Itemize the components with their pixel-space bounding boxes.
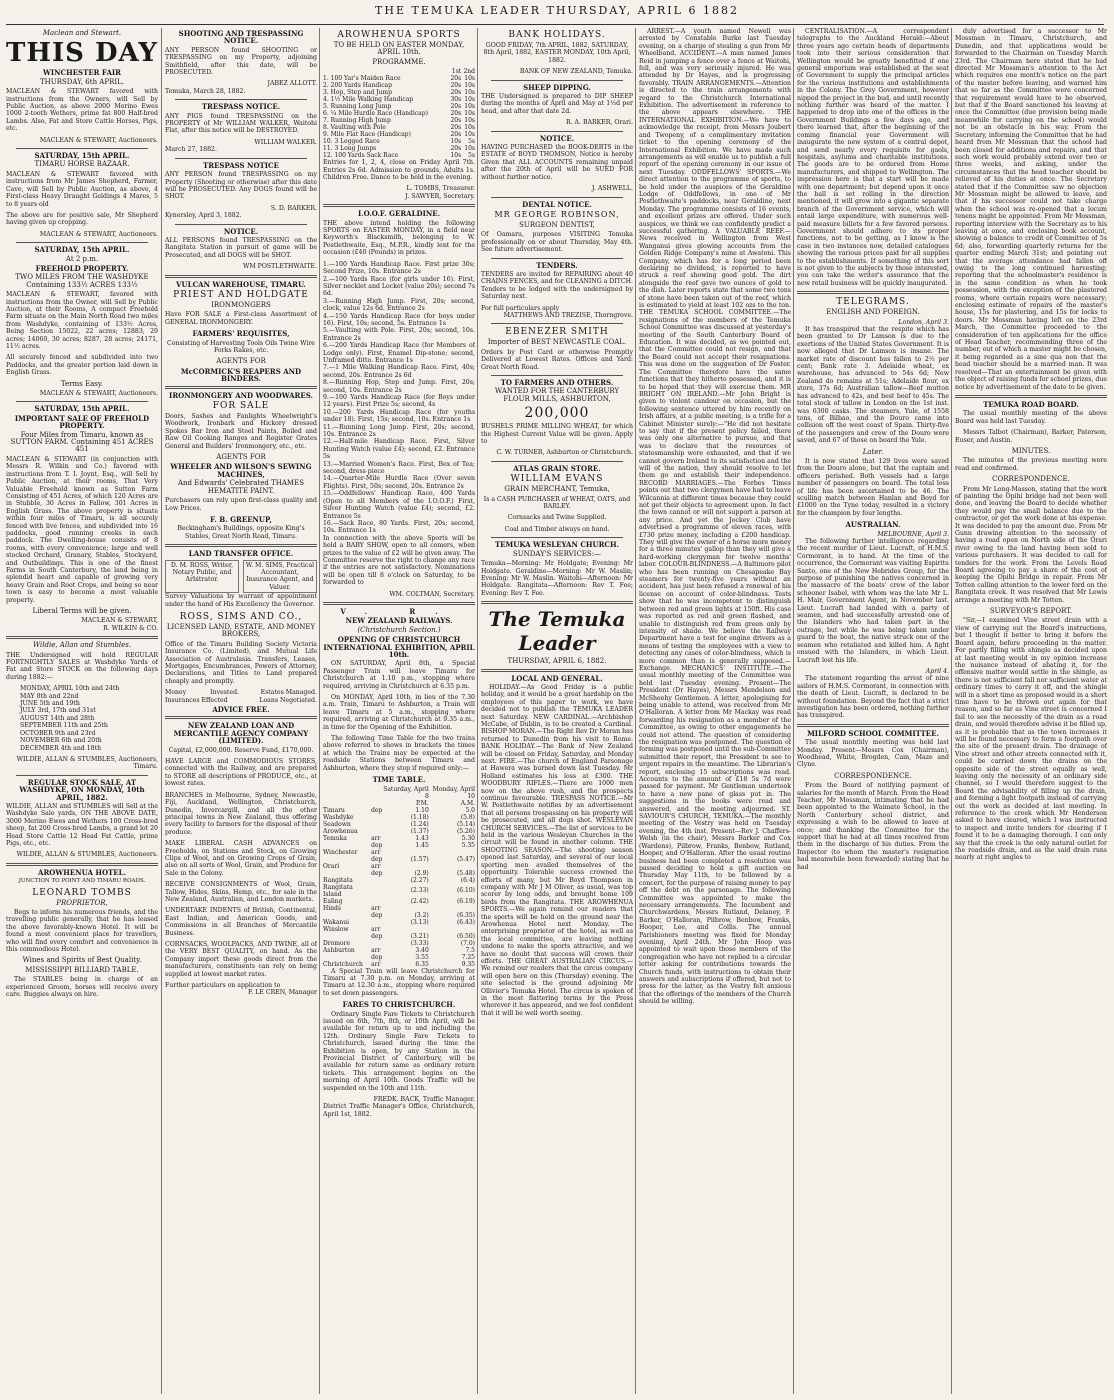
capital-line: Capital, £2,000,000. Reserve Fund, £170,000. <box>168 746 314 754</box>
signature: S. D. BARKER. <box>270 204 317 212</box>
list-item: DECEMBER 4th and 18th <box>20 744 102 752</box>
section-heading: MILFORD SCHOOL COMMITTEE. <box>807 728 939 738</box>
business-body: Purchasers can rely upon first-class quality and Low Prices. <box>165 497 317 512</box>
wanted-heading: WANTED FOR THE CANTERBURY FLOUR MILLS, ASHBURTON, <box>494 387 620 403</box>
list-item: 4.—150 Yards Handicap Race (for boys under 16). First, 10s; second, 5s. Entrance 1s <box>323 312 475 327</box>
sale-date: THURSDAY, 6th APRIL. <box>40 77 124 86</box>
property-heading: IMPORTANT SALE OF FREEHOLD PROPERTY. <box>14 413 150 431</box>
hotel-location: JUNCTION TO POINT AND TIMARU ROADS. <box>18 878 146 885</box>
article-body: It has transpired that the respite which has been granted to Dr Lamson is due to the exertions of the United States Government. It is now alleged that Dr Lamson is insane. The market rate of discount has fallen to 2½ per cent; Bank rate 3. Adelaide wheat, ex warehouse, has advanced to 54s 6d; New Zealand do remains at 51s; Adelaide flour, ex store, 37s 6d; Australian tallow—Beef mutton has advanced to 42s, and best beef to 45s. The total stock of tallow in London on the 1st inst. was 6300 casks. The steamers, Yule, of 1558 tons, of Bilbao, and the Douro came into collision off the west coast of Spain. Thirty-five of the passengers and crew of the Douro were saved, and 67 of those on board the Yule. <box>797 326 949 445</box>
list-item: NOVEMBER 6th and 20th <box>20 737 102 745</box>
section-subheading: SURVEYOR'S REPORT. <box>989 607 1073 616</box>
table-row: Temuka arr 1.43 5.30 <box>323 834 475 842</box>
signature: J. SAWYER, Secretary. <box>405 192 475 200</box>
business-heading: NEW ZEALAND LOAN AND MERCANTILE AGENCY COMPANY (LIMITED). <box>173 721 309 746</box>
timetable-heading: TIME TABLE. <box>372 775 426 785</box>
partner-card: D. M. ROSS, Writer, Notary Public, and Arbitrator. <box>165 560 239 594</box>
section-subheading: MINUTES. <box>1011 446 1051 455</box>
attendance: Messrs Talbot (Chairman), Barker, Paterson, Euser, and Austin. <box>955 429 1107 444</box>
list-item: OCTOBER 9th and 23rd <box>20 729 96 737</box>
notice-heading: NOTICE. <box>223 226 259 236</box>
list-item: 5.—Vaulting with Pole. First, 20s; second, 10s. Entrance 2s <box>323 327 475 342</box>
notice-heading: SHEEP DIPPING. <box>523 82 591 92</box>
column-4 <box>481 28 633 1394</box>
agency-name: WHEELER AND WILSON'S SEWING MACHINES, <box>170 462 312 479</box>
table-row: dep (1.57) (5.47) <box>371 855 475 863</box>
list-item: 9.—100 Yards Handicap Race (for Boys under 12 years). First Prize 5s; second, 4s <box>323 394 475 409</box>
partner-row <box>165 560 317 594</box>
notice-body: THE Undersigned is prepared to DIP SHEEP during the months of April and May at 1½d per head, and after that date 2d. <box>481 93 633 115</box>
terms: Liberal Terms will be given. <box>32 607 132 615</box>
section-heading: TEMUKA ROAD BOARD. <box>983 399 1079 409</box>
hotel-feature: Wines and Spirits of Best Quality. <box>22 956 142 965</box>
table-row: dep 3.55 7.25 <box>371 953 475 961</box>
signature: WILDIE, ALLAN & STUMBLES, Auctioneers, Timaru. <box>16 755 158 771</box>
business-body: Office of the Timaru Building Society Victoria Insurance Co. (Limited), and Mutual Life Association of Australasia. Transfers, Leases, Mortgages, Encumbrances, Powers of Attorney, Declarations, and Titles to Land prepared cheaply and promptly. <box>165 640 317 685</box>
advertiser-credit: Maclean and Stewart. <box>42 29 122 37</box>
table-row: Wakanui (3.13) (6.43) <box>323 918 475 926</box>
dentist-name: MR GEORGE ROBINSON, <box>494 209 620 219</box>
advertiser-credit: Wildie, Allan and Stumbles. <box>32 641 132 650</box>
sports-heading: I.O.O.F. GERALDINE. <box>357 209 441 219</box>
business-body: Cornsacks and Twine Supplied. <box>507 514 607 522</box>
table-row: Ealing (2.42) (6.19) <box>323 897 475 905</box>
business-trade: Importer of BEST NEWCASTLE COAL. <box>487 338 627 347</box>
table-row: Christchurch arr 6.35 9.35 <box>323 960 475 968</box>
business-sub: FARMERS' REQUISITES, <box>192 329 290 339</box>
business-body: UNDERTAKE INDENTS of British, Continental, East Indian, and American Goods, and Commissions in all Branches of Mercantile Business. <box>165 907 317 937</box>
business-body: Further particulars on application to <box>165 982 281 990</box>
table-row: 5. Running Long Jump 20s 10s <box>323 103 475 111</box>
for-sale-heading: FOR SALE <box>212 401 270 412</box>
column-divider <box>793 28 794 1394</box>
sale-heading: REGULAR STOCK SALE, AT WASHDYKE, ON MONDAY, 10th APRIL, 1882. <box>19 777 145 802</box>
article-body: From Mr Long-Masson, stating that the work of painting the Opihi bridge had not been well done, and leaving the Board to decide whether they would pay the small balance due to the contractor, or get the work done at his expense. It was decided to pay the amount due. From Mr Gunn drawing attention to the necessity of having a road open on North side of the Orari river owing to the land having been sold to various purchasers. It was decided to call for tenders for the work. From the Levels Road Board agreeing to pay a share of the cost of keeping the Opihi Bridge in repair. From Mr Totten calling attention to the lower ford on the Rangitata creek. It was resolved that Mr Lewis arrange a meeting with Mr Totten. <box>955 485 1107 604</box>
signature: R. WILKIN & CO. <box>103 624 158 632</box>
section-heading: LOCAL AND GENERAL. <box>511 673 603 683</box>
column-divider <box>319 28 320 1394</box>
hotel-heading: AROWHENUA HOTEL. <box>38 867 126 877</box>
article-body: CENTRALISATION.—A correspondent telegraphs to the Auckland Herald:—About three years ago certain heads of departments took into their serious consideration that Wellington would be greatly benefitted if one general emporium was established at the seat of Government to supply the principal articles for the various institutions and establishments in the Colony. The Grey Government, however nipped the project in the bud, and until recently nothing further was heard of the matter. I happened to drop into one of the offices in the Government Buildings a few days ago, and there learned that, after the beginning of the coming financial year Government will inaugurate the new system of a central depot, and send nearly every requisite for gaols, hospitals, asylums and charitable institutions. The goods are to be ordered from Home manufacturers, and shipped to Wellington. The impression here is that a start will be made with one department; but depend upon it once the ball is set rolling in the direction mentioned, it will grow into a gigantic separate branch of the Government service, which will entail large expenditure, with numerous well-paid measure billets for a few favored persons. Government should adhere to its proper functions, not to be getting, as I know is the case in two instances now, detailed catalogues showing the various prices paid for all supplies to the establishments. If something of this sort is not given to the subjects by those interested, you can take the writer's assurance that the new retail business will be quickly inaugurated. <box>797 28 949 287</box>
headline-this-day: THIS DAY <box>6 38 158 69</box>
notice-heading: TRESPASS NOTICE. <box>201 102 281 112</box>
column-7 <box>955 28 1107 1394</box>
notice-date: District Traffic Manager's Office, Christchurch, April 1st, 1882. <box>323 1103 475 1118</box>
dentist-title: SURGEON DENTIST, <box>519 220 595 229</box>
church-subheading: SUNDAY'S SERVICES:— <box>512 549 602 558</box>
railways-body: The following Time Table for the two trains above referred to shows in brackets the times at which the Trains may be expected at the roadside Stations between Timaru and Ashburton, where they stop if required only:— <box>323 735 475 772</box>
notice-date: March 27, 1882. <box>165 146 217 154</box>
advice-label: ADVICE FREE. <box>212 705 270 715</box>
section-heading: TELEGRAMS. <box>836 297 910 308</box>
agency-name: And Edwards' Celebrated THAMES HEMATITE PAINT. <box>177 479 305 495</box>
table-row: 7. Running High Jump 20s 10s <box>323 117 475 125</box>
table-row: 10. 3 Legged Race 10s 5s <box>323 138 475 146</box>
property-heading: FREEHOLD PROPERTY. <box>35 263 129 273</box>
hotel-body: Begs to inform his numerous friends, and the travelling public generally, that he has leased the above favorably-known Hotel. It will be found a most convenient place for travellers, who will find every comfort and convenience in this commodious Hotel. <box>6 909 158 954</box>
business-trade: GRAIN MERCHANT, Temuka, <box>504 485 610 494</box>
sale-notice: MACLEAN & STEWART favored with instructions from Mr James Shepherd, Farmer, Cave, will Sell by Public Auction, as above, 4 First-class Heavy Draught Geldings 4 Mares, 5 to 8 years old <box>6 170 158 208</box>
table-row: 12. 100 Yards Sack Race 10s 5s <box>323 152 475 160</box>
sale-dates-list <box>6 685 158 752</box>
dateline: London, April 3. <box>898 318 949 326</box>
business-body: Is a CASH PURCHASER of WHEAT, OATS, and BARLEY. <box>483 495 631 511</box>
article-body: The minutes of the previous meeting were read and confirmed. <box>955 457 1107 472</box>
list-item: JULY 3rd, 17th and 31st <box>20 707 96 715</box>
signature: MACLEAN & STEWART, Auctioneers. <box>39 230 158 238</box>
signature: BANK OF NEW ZEALAND, Temuka. <box>519 68 633 76</box>
table-row: dep (3.2) (6.35) <box>371 911 475 919</box>
signature: R. A. BARKER, Orari. <box>565 119 633 127</box>
signature: F. LE CREN, Manager <box>248 989 317 997</box>
article-body: It is now stated that 129 lives were saved from the Douro alone, but that the captain and officers perished. Both vessels had a large number of passengers on board. The total loss of life has been ascertained to be 46. The sculling match between Hanlan and Boyd for £1000 on the Tyne today, resulted in a victory for the champion by four lengths. <box>797 457 949 517</box>
business-body: RECEIVE CONSIGNMENTS of Wool, Grain, Tallow, Hides, Skins, Hemp, etc., for sale in the New Zealand, Australian, and London markets. <box>165 881 317 903</box>
royal-mark: V. R. <box>340 606 458 616</box>
business-heading: ATLAS GRAIN STORE. <box>513 463 601 473</box>
signature: WILLIAM WALKER. <box>254 138 317 146</box>
notice-heading: NOTICE. <box>539 133 575 143</box>
proprietor-title: PROPRIETOR, <box>56 898 108 907</box>
article-body: duly advertised for a successor to Mr Mossman in Timaru, Christchurch, and Dunedin, and that applications would be forwarded to the Chairman on Tuesday March 23rd. The Chairman here stated that he had directed Mr Mossman's attention to the Act which requires one month's notice on the part of the master before leaving, and warned him that so far as the Committee were concerned that requirement would have to be observed, but that if the Board sanctioned his leaving at once the Committee (due provision being made meanwhile for carrying on the school) would not be an obstacle in his way. From the Secretary, informing the Committee that he had heard from Mr Mossman that the school had been closed for additions and repairs, and that such work would probably extend over two or three weeks, and asking, under the circumstances that the head teacher should be relieved of his duties at once. The Secretary stated that if the Committee saw no objection Mr Mossman might be allowed to leave, and that if his successor could not take charge when the school was re-opened that a locum tenens might be appointed. From Mr Mossman, reporting interview with the Secretary as to his leaving at once, and enclosing book account, showing a balance to credit of Committee of 5s 6d; also, forwarding quarterly returns for the quarter ending March 31st; and pointing out that the average attendance had fallen off owing to the long continued harvesting; reporting that the schoolmaster's residence is in the same condition as when he took possession, with the exception of the plastered rooms, where certain repairs were necessary; enclosing estimate of repairs of the master's house, 15s for plastering, and 15s for locks to doors. Mr Mossman having left on the 23rd March, the Committee proceeded to the consideration of ten applications for the office of Head Teacher, recommending three of the number, out of which a master might be chosen, it being regarded as a sine qua non that the head teacher should be a married man. It was resolved—That an entertainment be given with the object of raising funds for school prizes, due notice by advertisement of the date to be given. <box>955 28 1107 391</box>
notice-body: ANY PIGS found TRESPASSING on the PROPERTY of Mr WILLIAM WALKER, Waitohi Flat, after this notice will be DESTROYED. <box>165 112 317 135</box>
property-location: Four Miles from Timaru, known as SUTTON FARM. Containing 451 ACRES 451 <box>10 430 154 454</box>
sports-heading: AROWHENUA SPORTS <box>337 30 461 40</box>
list-item: 12.—Half-mile Handicap Race. First, Silver Hunting Watch (value £4); second, £2. Entrance 5s <box>323 438 475 461</box>
list-item: JUNE 5th and 19th <box>20 700 80 708</box>
notice-body: For full particulars apply <box>481 304 560 312</box>
business-body: Survey Valuations by warrant of appointment under the hand of His Excellency the Governor. <box>165 593 317 608</box>
article-body: HOLIDAY.—As Good Friday is a public holiday, and it would be a great hardship on the employees of this paper to work, we have decided not to publish the TEMUKA LEADER next Saturday. NEW CARDINAL.—Archbishop McCabe, of Dublin, is to be created a Cardinal. BISHOP MORAN.—The Right Rev Dr Moran has returned to Dunedin from his visit to Rome. BANK HOLIDAY.—The Bank of New Zealand will be closed on Friday, Saturday, and Monday next. FIRE.—The church of England Parsonage at Hawera was burned down last Tuesday. Mr Holland estimates his loss at £300. THE WOODBURY RIFLES.—There are 1000 men now on the above rush, and the prospects continue favourable. TRESPASS NOTICE.—Mr W. Postlethwaite notifies by an advertisement that all persons trespassing on his property will be prosecuted, and all dogs shot. WESLEYAN CHURCH SERVICES.—The list of services to be held in the various Wesleyan Churches in the circuit will be found in another column. THE SHOOTING SEASON.—The shooting season opened last Saturday, and several of our local sporting men availed themselves of the opportunity. Tolerable success crowned the efforts of many, but Mr Boyd Thompson in company with Mr J M Oliver, as usual, was top scorer by long odds, and brought home 109 birds from the Rangitata. THE AROWHENUA SPORTS.—We again remind our readers that the sports will be held on the ground near the Arowhenua Hotel next Monday. The enterprising proprietor of the hotel, as well as the local committee, are leaving nothing undone to make the sports attractive, and we have no doubt that success will crown their efforts. THE GREAT AUSTRALIAN CIRCUS.—We remind our readers that the circus company will open here on this (Thursday) evening. The site selected is the ground adjoining Mr Ollivier's Temuka Hotel. The circus is spoken of in the most flattering terms by the Press wherever it has appeared, and we feel confident that it will be well worth seeing. <box>481 683 633 1017</box>
masthead: THE TEMUKA LEADER THURSDAY, APRIL 6 1882 <box>375 4 739 17</box>
notice-body: HAVING PURCHASED the BOOK-DEBTS in the ESTATE of BOYD THOMSON, Notice is hereby Given that ALL ACCOUNTS remaining unpaid after the 20th of April will be SUED FOR without further notice. <box>481 144 633 181</box>
table-header-row <box>323 800 475 807</box>
table-row: 3. Hop, Step and Jump 20s 10s <box>323 89 475 97</box>
column-divider <box>477 28 478 1394</box>
list-item: AUGUST 14th and 28th <box>20 714 95 722</box>
notice-body: BUSHELS PRIME MILLING WHEAT, for which the Highest Current Value will be given. Apply to <box>481 423 633 446</box>
list-item: 2.—100 Yards Race (for girls under 16). First, Silver necklet and Locket (value 20s); second 7s 6d. <box>323 275 475 298</box>
newspaper-title: The Temuka Leader <box>488 607 626 656</box>
column-3 <box>323 28 475 1394</box>
list-item: 8.—Running Hop, Step and Jump. First, 20s; second, 10s. Entrance 2s <box>323 379 475 394</box>
article-body: ARREST.—A youth named Newell was arrested by Constable Burke last Tuesday evening, on a charge of stealing a gun from Mr Wheelband. ACCIDENT.—A man named James Reid in jumping a fence over a fence at Waitohi, fell, and was very seriously injured. He was attended by Dr Hayes, and is progressing favorably. TRAIN ARRANGEMENTS.—Attention is directed to the train arrangements with regard to the Christchurch International Exhibition. The advertisement in reference to the above appears elsewhere. THE INTERNATIONAL EXHIBITION.—We have to acknowledge the receipt, from Messrs Joubert and Twopeny, of a complimentary invitation ticket to the opening ceremony of the International Exhibition. We have made such arrangements as will enable us to publish a full report of the opening ceremony in our issue of next Tuesday. ODDFELLOWS' SPORTS.—We direct attention to the programme of sports, to be held under the auspices of the Geraldine Lodge of Oddfellows, in one of Mr Postlethwaite's paddocks, near Geraldine, next Monday. The programme consists of 16 events, and excellent prizes are offered. Under such auspices, we think we can confidently predict a successful gathering. A VALUABLE REEF.—News received in Wellington from West Wanganui gives glowing accounts from the Golden Ridge Company's mine at Awatoni. This Company, which has for a long period been declaring no dividend, is reported to have struck a reef showing good gold. The dirt alongside the reef gave two ounces of gold to the dish. Later reports state that some two tons of stone have been taken out of the reef, which is estimated to yield at least 102 ozs to the ton. THE TEMUKA SCHOOL COMMITTEE.—The resignations of the members of the Temuka School Committee was discussed at yesterday's meeting of the South Canterbury Board of Education. It was decided, as we pointed out, that the Committee could not resign, and that the Board could not accept their resignations. This was done on the suggestion of Dr Foster. The Committee therefore have the same functions that they hitherto possessed, and it is to be hoped that they will exercise them. MR BRIGHT ON IRELAND.—Mr John Bright is given to violent candour on occasion, but the following sentence uttered by him recently on Irish affairs, at a public meeting, is a trifle for a Cabinet Minister surely:—"He did not hesitate to say that if the present policy failed, there was only one alternative to pursue, and that was to declare that the resources of statesmanship were exhausted, and that if we cannot govern Ireland to its satisfaction and the will of the nation, they should resolve to let them go and establish their independence. RECORD MARRIAGES.—The Forbes Times points out that two clergymen have had to leave Wilcannia at different times because they could not get their objects to agreement upon. In fact the town cannot or will not support a parson at any price. And yet the Jockey Club have advertised a programme of eleven races, with £730 prize money, including a £200 handicap. They will give the owner of a horse more money for a three minutes' gallop than they will give a hard-working clergyman for twelve months' labor. COLOUR-BLINDNESS.—A Baltimore pilot who has been running on Chesapeake Bay steamers for twenty-five years without an accident, has just been refused a renewal of his license on account of color-blindness. Tests show that he was incompetent to distinguish between red and green lights at 150ft. His case was reported as red and green flashed, and unable to distinguish red from green only by intensity of shade. We believe the Railway Department have a test for engine drivers as a means of testing the employees with a view to detecting any cases of color-blindness, which is more common than is generally supposed.—Exchange. MECHANICS' INSTITUTE.—The usual monthly meeting of the Committee was held last Tuesday evening. Present—The President (Dr Hayes), Messrs Mendelson and McSheehy Gentlemen. A letter, apologising for being unable to attend, was received from Mr O'Halloran. A letter from Mr Mackay was read forwarding his resignation as a member of the Committee, as owing to other engagements he could not attend. The question of considering the resignation was postponed. The question of forming was postponed until the sub-Committee submitted their report, the President to see to urgent repairs in the meantime. The Librarian's report, enclosing 15 subscriptions was read. Accounts to the amount of £18 5s 7d were passed for payment. Mr Gentleman undertook to have a new pane of glass put in. The suggestions in the books were read and answered, and the meeting adjourned. ST. SAVIOUR'S CHURCH, TEMUKA.—The monthly meeting of the Vestry was held on Tuesday evening, the 4th inst. Present—Rev J. Chaffers-Welsh (in the chair), Messrs Barker and Cox (Wardens), Pilbrow, Franks, Benbow, Rutland, Hooper, and O'Halloran. After the usual routine business had been completed a resolution was passed deciding to hold a gift auction on Thursday May 11th, to be followed by a concert, for the purpose of raising money to pay off the debt on the parsonage. The following Committee was appointed to make the necessary arrangements. The Incumbent and Churchwardens, Messrs Rutland, Delaney, F. Barker, O'Halloran, Pilbrow, Benbow, Franks, Hooper, Lee, and Collis. The annual Parishioners meeting was fixed for Monday evening, April 24th. Mr John Hoop was appointed to wait upon those members of the congregation who have not replied to a circular letter asking for contributions towards the Church funds, with instructions to obtain their answers and subscriptions if offered, but not to press for the latter, as the Vestry felt anxious that the offerings of the members of the Church should be willing. <box>639 28 791 1006</box>
table-row: 4. 1½ Mile Walking Handicap 30s 10s <box>323 96 475 104</box>
sale-date: SATURDAY, 15th APRIL. <box>34 151 130 161</box>
fair-heading: WINCHESTER FAIR <box>43 68 121 78</box>
column-divider <box>161 28 162 1394</box>
table-header: P.M. <box>415 799 429 807</box>
section-subheading: ENGLISH AND FOREIGN. <box>826 308 920 317</box>
signature: WM POSTLETHWAITE. <box>243 263 317 271</box>
list-item: 1.—100 Yards Handicap Race. First prize 30s; Second Prize, 10s. Entrance 2s <box>323 260 475 276</box>
table-row: 2. 200 Yards Handicap 20s 10s <box>323 82 475 90</box>
column-2 <box>165 28 317 1394</box>
sale-time: At 2 p.m. <box>65 254 99 263</box>
business-trade: IRONMONGERS <box>211 300 271 309</box>
signature: FREDK. BACK, Traffic Manager. <box>373 1096 475 1103</box>
notice-date: Kynersley, April 3, 1882. <box>165 212 242 220</box>
dateline: Later. <box>862 447 884 456</box>
signature: WM. COLTMAN, Secretary. <box>389 590 475 598</box>
table-header: 1st <box>451 68 462 76</box>
list-item: 3.—Running High Jump. First, 20s; second, clock, value 12s 6d. Entrance 2s <box>323 297 475 313</box>
signature: MACLEAN & STEWART, Auctioneers. <box>39 390 158 398</box>
list-item: 10.—200 Yards Handicap Race (for youths under 18). First, 15s; second, 10s. Entrance 1s <box>323 408 475 424</box>
railways-section: (Christchurch Section.) <box>357 625 441 634</box>
notice-heading: DENTAL NOTICE. <box>522 199 592 209</box>
business-name: EBENEZER SMITH <box>505 327 609 338</box>
sports-subheading: TO BE HELD ON EASTER MONDAY, APRIL 10th. <box>333 41 465 57</box>
table-row: 8. Vaulting with Pole 20s 10s <box>323 124 475 132</box>
table-row: Seadown (1.24) (5.14) <box>323 820 475 828</box>
railways-body: On MONDAY, April 10th, in lieu of the 7.30 a.m. Train, Timaru to Ashburton, a Train will leave Timaru at 5 a.m., stopping where required, arriving at Christchurch at 9.35 a.m., in time for the Opening of the Exhibition. <box>323 694 475 731</box>
list-item: 11.—Running Long Jump. First, 20s; second, 10s. Entrance 2s <box>323 423 475 439</box>
signature: MATTHEWS AND TREZISE, Thorngrove. <box>503 311 633 319</box>
section-subheading: CORRESPONDENCE. <box>992 475 1070 484</box>
table-row: 1. 100 Yar's Maiden Race 20s 10s <box>323 75 475 83</box>
sale-notice: MACLEAN & STEWART, favored with instructions from the Owner, will Sell by Public Auction, at their Rooms, A compact Freehold Farm situate on the Main North Road two miles from Washdyke, containing of 133½ Acres, Being Section 15022, 22 acres; 12883, 29 acres; 14060, 30 acres; 8287, 28 acres; 24171, 11½ acres. <box>6 291 158 350</box>
sports-intro: THE above intend holding the following SPORTS on EASTER MONDAY, in a field near Keyworth's Blacksmith, belonging to W. Postlethwaite, Esq., M.P.R., kindly lent for the occasion (£40 (Pounds) in prizes. <box>323 219 475 257</box>
column-6 <box>797 28 949 1394</box>
property-location: TWO MILES FROM THE WASHDYKE Containing 133½ ACRES 133½ <box>15 273 149 289</box>
church-services: Temuka—Morning: Mr Holdgate; Evening: Mr Holdgate. Geraldine—Morning: Mr W. Maslin; Evening: Mr W. Maslin. Waitohi—Afternoon: Mr Holdgate. Rangitata—Afternoon: Rev T. Fee; Evening: Rev T. Fee. <box>481 560 633 597</box>
table-row: 9. Mile Flat Race (Handicap) 20s 10s <box>323 131 475 139</box>
table-row: Rangitata Island (2.33) (6.10) <box>323 883 475 898</box>
signature: MACLEAN & STEWART, Auctioneers. <box>39 136 158 144</box>
agents-label: AGENTS FOR <box>216 357 266 366</box>
list-item: 13.—Married Women's Race. First, Box of Tea; second, dress piece <box>323 460 475 476</box>
notice-body: ALL PERSONS found TRESPASSING on the Rangitata Station in pursuit of game will be Prosecuted, and all DOGS will be SHOT. <box>165 236 317 259</box>
table-row: dep (2.9) (5.48) <box>371 869 475 877</box>
table-row: dep (3.21) (6.50) <box>371 932 475 940</box>
table-row: Washdyke (1.18) (5.8) <box>323 813 475 821</box>
business-body: MAKE LIBERAL CASH ADVANCES on Freeholds, on Stations and Stock, on Growing Clips of Wool, and on Growing Crops of Grain, also on all sorts of Wool, Grain, and Produce for Sale in the Colony. <box>165 840 317 877</box>
hotel-feature: MISSISSIPPI BILLIARD TABLE. <box>25 965 139 974</box>
table-row: Timaru dep 1.10 5.0 <box>323 806 475 814</box>
venue-heading: TIMARU HORSE BAZAAR. <box>34 160 130 169</box>
table-row: Ashburton arr 3.40 7.5 <box>323 946 475 954</box>
column-divider <box>635 28 636 1394</box>
sports-note: In connection with the above Sports will be held a BABY SHOW, open to all comers, when prizes to the value of £2 will be given away. The Committee reserve the right to change any race if the entries are not satisfactory. Nominations will be open till 8 o'clock on Saturday, to be forwarded to <box>323 534 475 587</box>
sports-entries: Entries for 1, 2, 4, close on Friday April 7th. Entries 2s 6d. Admission to grounds, Adults 1s. Children Free. Dance to be held in the evening. <box>323 159 475 182</box>
table-row: 11. 3 Long Jumps 20s 10s <box>323 145 475 153</box>
business-heading: LAND TRANSFER OFFICE. <box>188 549 294 559</box>
services-right: Estates Managed. Loans Negotiated. <box>259 689 317 704</box>
proprietor-name: LEONARD TOMBS <box>32 887 132 898</box>
notice-heading: TO FARMERS AND OTHERS. <box>500 378 614 387</box>
business-name: PRIEST AND HOLDGATE <box>173 289 309 300</box>
table-header-row <box>323 786 475 800</box>
table-header: Monday, April 10 <box>432 785 475 800</box>
wanted-quantity: 200,000 <box>524 405 590 422</box>
business-address: Beckingham's Buildings, opposite King's Stables, Great North Road, Timaru. <box>177 525 305 540</box>
article-body: From the Board of notifying payment of salaries for the month of March. From the Head Teacher, Mr Mossman, intimating that he had been appointed to the Waimate School, in the North Canterbury school district, and expressing a wish to be allowed to leave at once; and thanking the Committee for the support that he had at all times received from them in the discharge of his duties. From the Inspector (to whom the master's resignation had meanwhile been forwarded) stating that he had <box>797 782 949 871</box>
list-item: SEPTEMBER 11th and 25th <box>20 722 108 730</box>
table-row: Arowhenua (1.37) (5.26) <box>323 827 475 835</box>
article-body: The usual monthly meeting was held last Monday. Present—Messrs Cox (Chairman), Woodhead, White, Brogden, Cain, Maze and Clyne. <box>797 739 949 769</box>
business-body: Coal and Timber always on hand. <box>504 525 610 533</box>
prize-table <box>323 68 475 159</box>
list-item: MONDAY, APRIL 10th and 24th <box>20 685 120 693</box>
list-item: 16.—Sack Race, 80 Yards. First, 20s; second, 10s. Entrance 1s <box>323 519 475 535</box>
column-5 <box>639 28 791 1394</box>
programme-label: PROGRAMME. <box>372 57 426 66</box>
business-heading: VULCAN WAREHOUSE, TIMARU. <box>176 279 306 289</box>
article-body: "Sir,—I examined Vine street drain with a view of carrying out the Board's instructions, but I thought it better to bring it before the Board again, before proceeding in the matter. For partly filling with shingle as decided upon at last meeting would in my opinion increase the nuisance instead of abating it, for the offensive matter would settle in the shingle, as there is not sufficient fall nor sufficient water at ordinary times to carry it off, and the shingle will in a short time as proposed would in a short time have to be thrown out again for that reason, and so far as Vine street is concerned I fail to see the necessity of the drain as a road drain, and would therefore advise it be filled up, as it is probable that as the town increases it will be found necessary to form a footpath over the site of the present drain. The drainage of Vine street and other streets connected with it, could be carried down the drains on the opposite side of the street equally as well, leaving only the necessity of an ordinary side channel, so I would therefore suggest to the Board the advisability of filling up the drain, and forming a light footpath instead of carrying out the work as decided at last meeting. In reference to the creek which Mr Henderson asked to have cleared, which I was instructed to inspect and invite tenders for clearing if I found it to be a damaging thorough. I can only say that the creek is the only natural outlet for the roadside drain, and as the said drain runs nearly at right angles to <box>955 617 1107 862</box>
section-subheading: CORRESPONDENCE. <box>834 771 912 780</box>
railways-body: ON SATURDAY, April 8th, a Special Passenger Train will leave Timaru for Christchurch at 1.10 p.m., stopping where required, arriving in Christchurch at 6.35 p.m. <box>323 660 475 690</box>
business-name: WILLIAM EVANS <box>510 474 604 485</box>
list-item: 14.—Quarter-Mile Hurdle Race (Over seven Flights). First, 50s; second, 20s. Entrance 2s <box>323 475 475 490</box>
article-body: The following further intelligence regarding the recent murder of Lieut. Lucraft, of H.M.S. Cormorant, is to hand. At the time of the occurrence, the Cormorant was visiting Espiritu Santo, one of the New Hebrides Group, for the purpose of punishing the natives concerned in the massacre of the boats' crew of the labor schooner Isabel, with whom was the late Mr L. H. Mair, Government Agent, in November last. Lieut. Lucraft had landed with a party of seamen, and had successfully arrested one of the Islanders who had taken part in the outrage, but while he was being taken under guard to the boat, the native struck one of the seamen who retaliated and killed him. A fight ensued with the Islanders, in which Lieut. Lucraft lost his life. <box>797 538 949 664</box>
list-item: 7.—1 Mile Walking Handicap Race. First, 40s; second, 20s. Entrance 2s 6d <box>323 364 475 379</box>
column-divider <box>951 28 952 1394</box>
business-body: Have FOR SALE a First-class Assortment of GENERAL IRONMONGERY. <box>165 311 317 326</box>
business-body: CORNSACKS, WOOLPACKS, AND TWINE, all of the VERY BEST QUALITY, on hand. As the Company import these goods direct from the manufacturers, constituents can rely on being supplied at lowest market rates. <box>165 941 317 978</box>
church-heading: TEMUKA WESLEYAN CHURCH. <box>494 540 620 550</box>
partner-card: W. M. SIMS, Practical Accountant, Insurance Agent, and Valuer. <box>243 560 317 594</box>
agents-label: AGENTS FOR <box>216 453 266 462</box>
business-name: F. B. GREENUP, <box>210 514 272 524</box>
services-row <box>165 689 317 704</box>
services-left: Money Invested. Insurances Effected <box>165 689 239 704</box>
column-1 <box>6 28 158 1394</box>
table-row: Dromore (3.33) (7.0) <box>323 939 475 947</box>
bank-dates: GOOD FRIDAY, 7th APRIL, 1882, SATURDAY, 8th April, 1882, EASTER MONDAY, 10th April, 1882. <box>483 42 631 64</box>
notice-heading: TENDERS. <box>536 260 578 270</box>
fares-body: Ordinary Single Fare Tickets to Christchurch issued on 6th, 7th, 8th, or 10th April, will be available for return up to and including the 12th. Ordinary Single Fare Tickets to Christchurch, issued during the time the Exhibition is open, by any Station in the Provincial District of Canterbury, will be available for return same as ordinary return tickets. This arrangement begins on the morning of April 10th. Goods Traffic will be suspended on the 10th and 11th. <box>323 1010 475 1092</box>
table-row: dep 1.45 5.35 <box>371 841 475 849</box>
exhibition-heading: OPENING OF CHRISTCHURCH INTERNATIONAL EXHIBITION, APRIL 10th. <box>323 635 475 659</box>
notice-body: TENDERS are invited for REPAIRING about 40 CHAINS FENCES, and for CLEANING a DITCH. Tenders to be lodged with the undersigned by Saturday next. <box>481 270 633 301</box>
section-subheading: AUSTRALIAN. <box>845 520 901 530</box>
business-items: Consisting of Harvesting Tools Oils Twine Wire Forks Rakes, etc. <box>167 339 315 354</box>
fares-heading: FARES TO CHRISTCHURCH. <box>342 1000 456 1010</box>
sale-date: SATURDAY, 15th APRIL. <box>34 404 130 414</box>
business-trade: LICENSED LAND, ESTATE, AND MONEY BROKERS, <box>166 622 316 639</box>
timetable <box>323 786 475 968</box>
signature: JABEZ ALLOTT. <box>267 80 317 88</box>
business-name: ROSS, SIMS AND CO., <box>179 611 303 622</box>
dateline: MELBOURNE, April 3. <box>877 530 949 538</box>
business-heading: IRONMONGERY AND WOODWARES. <box>169 390 313 400</box>
table-row: Orari arr <box>323 862 381 870</box>
notice-body: Of Oamaru, purposes VISITING Temuka professionally on or about Thursday, May 4th. See future advertisement. <box>481 231 633 254</box>
sale-note: The above are for positive sale, Mr Shepherd having given up cropping. <box>6 211 158 227</box>
table-row: 6. ¼ Mile Hurdle Race (Handicap) 20s 10s <box>323 110 475 118</box>
sale-notice: WILDIE, ALLAN and STUMBLES will Sell at the Washdyke Sale yards, ON THE ABOVE DATE, 3000 Merino Ewes and Wethers 100 Cross-bred sheep, fat 200 Cross-bred Lambs, a grand lot 20 Head Store Cattle 12 Head Fat Cattle, prime Pigs, etc., etc. <box>6 802 158 847</box>
hotel-body: The STABLES being in charge of an experienced Groom, horses will receive every care. Buggies always on hire. <box>6 976 158 999</box>
sale-notice: THE Undersigned will hold REGULAR FORTNIGHTLY SALES at Washdyke Yards of Fat and Store STOCK on the following days during 1882:— <box>6 651 158 681</box>
table-row: Winchester arr <box>323 848 381 856</box>
article-body: The usual monthly meeting of the above Board was held last Tuesday. <box>955 410 1107 425</box>
table-header: 2nd <box>463 68 475 76</box>
sale-date: SATURDAY, 15th APRIL. <box>34 245 130 255</box>
notice-body: ANY PERSON found TRESPASSING on my Property (Shooting or otherwise) after this date will be PROSECUTED. Any DOGS found will be SHOT. <box>165 171 317 201</box>
notice-heading: SHOOTING AND TRESPASSING NOTICE. <box>178 29 304 46</box>
railways-heading: NEW ZEALAND RAILWAYS. <box>345 616 453 626</box>
masthead-rule <box>6 24 1104 25</box>
notice-heading: TRESPASS NOTICE <box>203 160 279 170</box>
notice-date: Temuka, March 28, 1882. <box>165 87 246 95</box>
table-header: Saturday, April 8 <box>383 785 429 800</box>
signature: J. ASHWELL. <box>591 185 633 193</box>
business-body: HAVE LARGE and COMMODIOUS STORES, connected with the Railway, and are prepared to STORE all descriptions of PRODUCE, etc., at lowest rates. <box>165 758 317 788</box>
table-header: A.M. <box>460 799 475 807</box>
business-body: Orders by Post Card or otherwise Promptly Delivered at Lowest Rates. Offices and Yard: Great North Road. <box>481 348 633 371</box>
list-item: MAY 8th and 22nd <box>20 692 79 700</box>
sale-note: All securely fenced and subdivided into two Paddocks, and the greater portion laid down in English Grass. <box>6 354 158 377</box>
table-row: Hinds arr <box>323 904 381 912</box>
table-header-row <box>323 68 475 75</box>
agency-name: McCORMICK'S REAPERS AND BINDERS. <box>180 366 302 384</box>
notice-body: ANY PERSON found SHOOTING or TRESPASSING on my Property, adjoining Smithfield, after this date, will be PROSECUTED. <box>165 46 317 77</box>
bank-heading: BANK HOLIDAYS. <box>508 30 606 40</box>
list-item: 6.—200 Yards Handicap Race (for Members of Lodge only). First, Enamel Dip-stone; second, Unframed ditto. Entrance 1s <box>323 342 475 364</box>
railways-body: A Special Train will leave Christchurch for Timaru at 7.30 p.m. on Monday, arriving at Timaru at 12.30 a.m., stopping where required to set down passengers. <box>323 967 475 997</box>
sale-notice: MACLEAN & STEWART (in conjunction with Messrs R. Wilkin and Co.) favored with instructions from T. I. Joynt, Esq., will Sell by Public Auction, at their rooms, That Very Valuable Freehold known as Sutton Farm Consisting of 451 Acres, of which 120 Acres are in Stubble, 30 Acres in Fallow, 301 Acres in English Grass. The above property is situate within four miles of Timaru, is all securely fenced with live fences, and subdivided into 16 paddocks, good running creeks in each paddock. The Dwelling-house consists of 8 rooms, with every convenience; large and well stocked Orchard, Granary, Stables, Stockyard, and Outbuildings. This is one of the finest Farms in South Canterbury, the land being in splendid heart and capable of growing very heavy Grain and Root Crops, and being so near town is easy to become a most valuable property. <box>6 455 158 604</box>
sale-notice: MACLEAN & STEWART favored with instructions from the Owners, will Sell by Public Auction, as above 2000 Merino Ewes 1000 2-tooth Wethers, prime fat 800 Half-bred Lambs. Also, Fat and Store Cattle Horses, Pigs, etc. <box>6 88 158 133</box>
signature: L. TOMBS, Treasurer. <box>406 185 475 193</box>
event-list <box>323 261 475 535</box>
business-body: Doors, Sashes and Fanlights Wheelwright's Woodwork, Ironbark and Hickory dressed Spokes Bar Iron and Steel Paints, Boiled and Raw Oil Cooking Ranges and Register Grates General and Builders' Ironmongery, etc., etc. <box>165 413 317 450</box>
list-item: 15.—Oddfellows' Handicap Race, 400 Yards (Open to all Members of the I.O.O.F.) First, Silver Hunting Watch (value £4); second, £2. Entrance 5s <box>323 490 475 520</box>
signature: WILDIE, ALLAN & STUMBLES, Auctioneers. <box>16 851 158 859</box>
table-row: Rangitata (2.27) (6.4) <box>323 876 475 884</box>
signature: C. W. TURNER, Ashburton or Christchurch. <box>496 449 633 457</box>
issue-date: THURSDAY, APRIL 6, 1882. <box>507 657 607 666</box>
terms: Terms Easy. <box>60 379 104 388</box>
article-body: The statement regarding the arrest of nine sailors of H.M.S. Cormorant, in connection with the death of Lieut. Lucraft, is declared to be without foundation. Beyond the fact that a strict investigation has been ordered, nothing further has transpired. <box>797 675 949 720</box>
dateline: April 4. <box>925 667 949 675</box>
business-body: BRANCHES in Melbourne, Sydney, Newcastle, Fiji, Auckland, Wellington, Christchurch, Dunedin, Invercargill, and all the other principal towns in New Zealand, thus offering every facility to farmers for the disposal of their produce. <box>165 791 317 836</box>
table-row: Winslow arr <box>323 925 381 933</box>
signature: MACLEAN & STEWART, <box>81 617 158 625</box>
